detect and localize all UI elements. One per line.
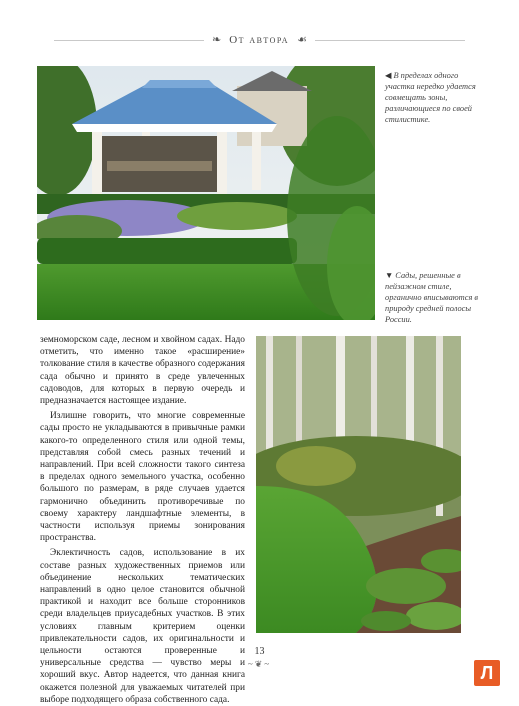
arrow-down-icon: ▼ xyxy=(385,271,394,280)
arrow-left-icon: ◀ xyxy=(385,71,392,80)
photo-caption-second xyxy=(385,270,485,325)
garden-gazebo-photo xyxy=(37,66,375,320)
header-title: От автора xyxy=(229,34,290,46)
paragraph: земноморском саде, лесном и хвойном садах. Надо отметить, что именно такое «расширение» толкование стиля в качестве образного содержания сада обычно и принято в среде увлеченных садоводов, для которых в первую очередь и предназначается настоящее издание. xyxy=(40,335,245,407)
flourish-icon: ~❦~ xyxy=(247,659,272,669)
running-header xyxy=(0,30,519,50)
caption-text: Сады, решенные в пейзажном стиле, органично вписываются в природу средней полосы России. xyxy=(385,271,479,324)
page-number: 13 xyxy=(254,646,265,657)
ornament-icon: ❧ xyxy=(212,33,222,46)
header-rule-left xyxy=(54,40,204,41)
publisher-logo-icon: Л xyxy=(474,660,500,686)
paragraph: Излишне говорить, что многие современные сады просто не укладываются в привычные рамки какого-то определенного стиля или одной темы, представляя собой смесь разных течений и направлений. При всей сложности такого синтеза в пределах одного земельного участка, особенно большого по размерам, в ряде случаев удается гармонично объединить противоречивые по своему характеру ландшафтные элементы, в частности используя приемы зонирования пространства. xyxy=(40,411,245,544)
header-rule-right xyxy=(315,40,465,41)
paragraph: Эклектичность садов, использование в их составе разных художественных приемов или объединение нескольких тематических направлений в одно целое становится обычной практикой и находит все больше сторонников среди владельцев приусадебных участков. В этих условиях главным критерием оценки привлекательности садов, их оригинальности и цельности остаются проверенные и универсальные средства — чувство меры и хороший вкус. Автор надеется, что данная книга окажется полезной для уважаемых читателей при выборе подходящего образа собственного сада. xyxy=(40,548,245,705)
ornament-icon: ☙ xyxy=(297,33,307,46)
caption-text: В пределах одного участка нередко удается совмещать зоны, различающиеся по своей стилистике. xyxy=(385,71,476,124)
birch-woodland-garden-photo xyxy=(256,336,461,633)
photo-caption-first xyxy=(385,70,485,125)
